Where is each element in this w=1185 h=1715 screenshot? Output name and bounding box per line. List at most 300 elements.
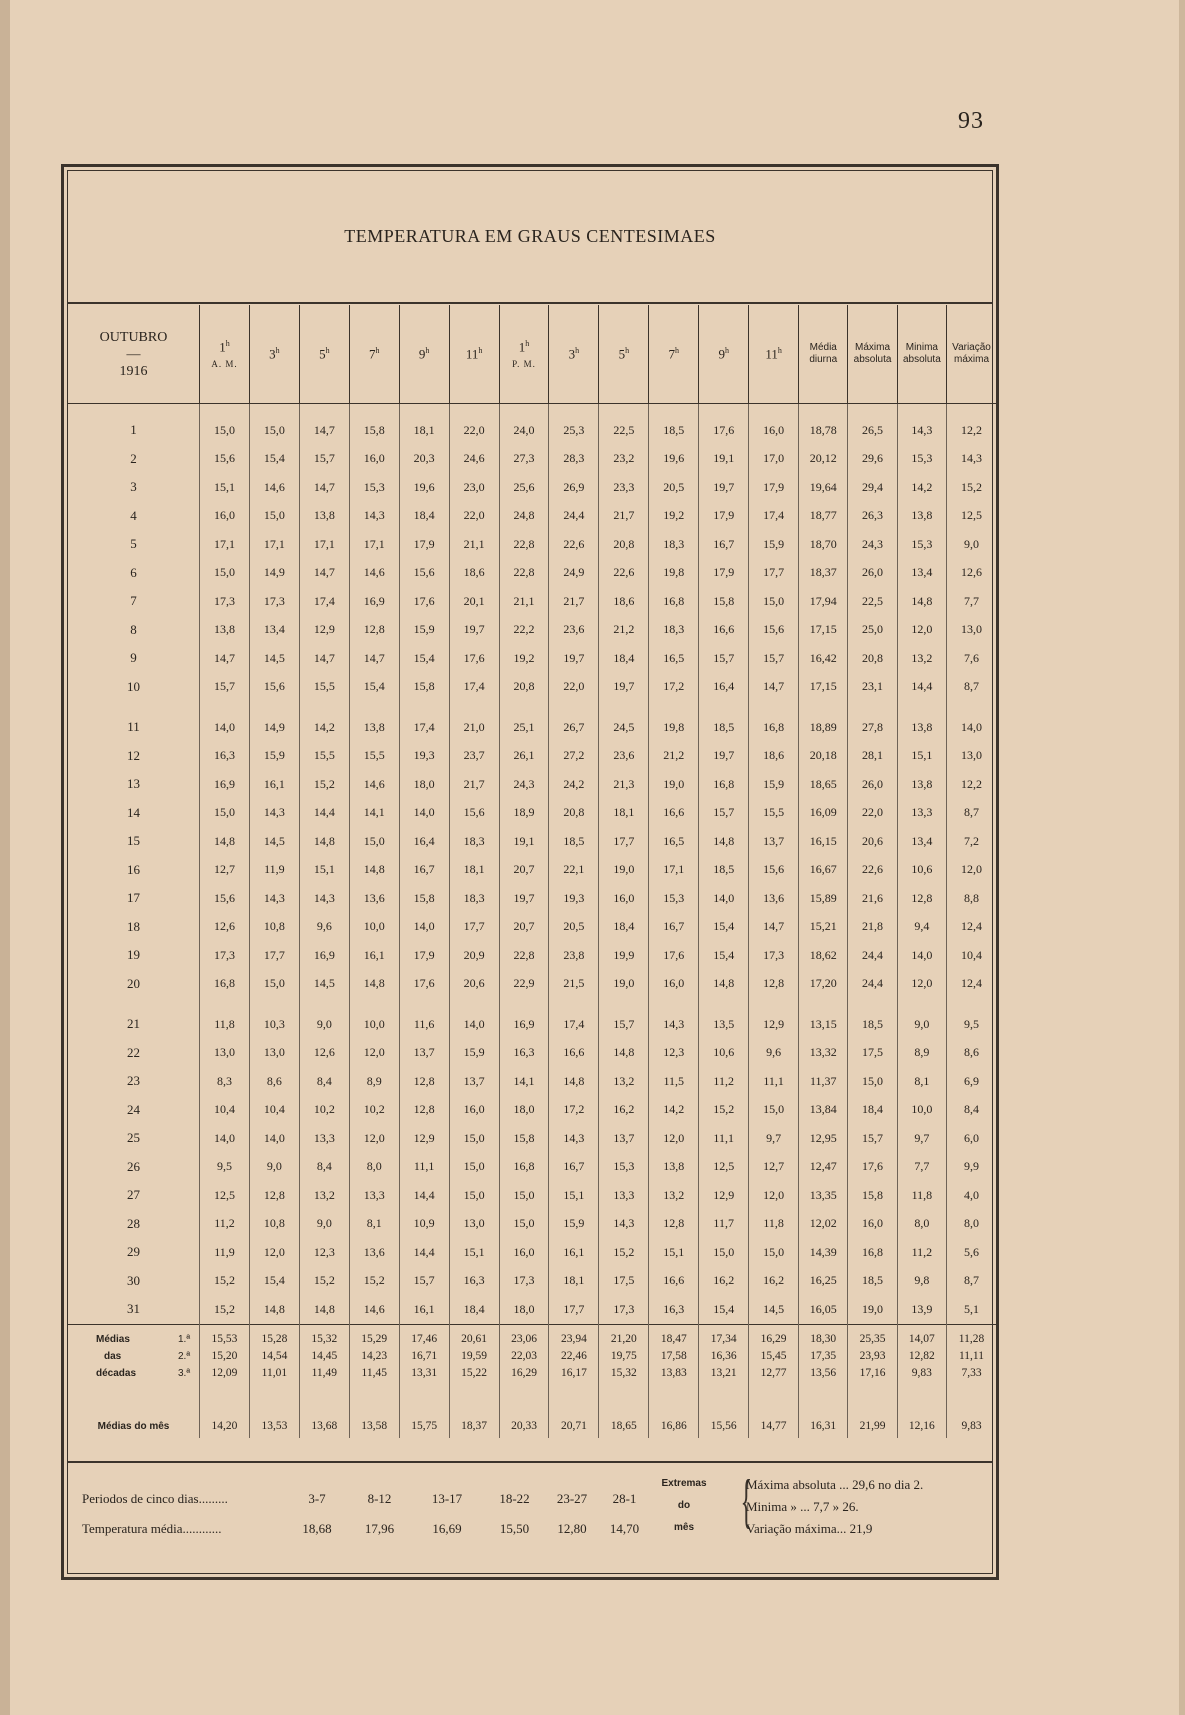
value-cell: 15,7 — [599, 998, 649, 1039]
value-cell: 23,8 — [549, 941, 599, 970]
media-diurna-header: Média diurna — [799, 305, 848, 404]
value-cell: 18,0 — [399, 770, 449, 799]
value-cell: 15,1 — [449, 1238, 499, 1267]
table-row — [68, 799, 996, 828]
decade-means-cell — [299, 1324, 349, 1383]
value-cell: 15,0 — [200, 559, 250, 588]
value-cell: 19,6 — [399, 473, 449, 502]
day-cell: 21 — [127, 1016, 140, 1032]
value-cell: 14,0 — [249, 1124, 299, 1153]
value-cell: 14,1 — [499, 1067, 549, 1096]
month-mean-value: 9,83 — [947, 1383, 996, 1438]
value-cell: 16,3 — [200, 742, 250, 771]
brace-symbol: { — [740, 1468, 753, 1534]
value-cell: 11,5 — [649, 1067, 699, 1096]
value-cell: 24,4 — [848, 941, 897, 970]
value-cell: 17,1 — [299, 530, 349, 559]
value-cell: 14,4 — [897, 673, 946, 702]
value-cell: 18,4 — [399, 502, 449, 531]
value-cell: 21,2 — [599, 616, 649, 645]
table-row — [68, 970, 996, 999]
table-row — [68, 1039, 996, 1068]
value-cell: 10,4 — [200, 1096, 250, 1125]
value-cell: 13,8 — [299, 502, 349, 531]
value-cell: 16,0 — [200, 502, 250, 531]
value-cell: 5,1 — [947, 1295, 996, 1324]
value-cell: 16,6 — [649, 1267, 699, 1296]
decade-mean-value: 14,07 — [908, 1332, 935, 1345]
table-inner-frame — [67, 170, 993, 1574]
month-mean-value: 15,56 — [699, 1383, 749, 1438]
value-cell: 27,3 — [499, 445, 549, 474]
value-cell: 14,0 — [449, 998, 499, 1039]
decade-mean-value: 14,54 — [261, 1349, 288, 1362]
value-cell: 14,0 — [200, 1124, 250, 1153]
value-cell: 15,0 — [848, 1067, 897, 1096]
value-cell: 15,2 — [349, 1267, 399, 1296]
value-cell: 12,8 — [897, 884, 946, 913]
value-cell: 15,6 — [249, 673, 299, 702]
value-cell: 17,20 — [799, 970, 848, 999]
value-cell: 15,6 — [200, 884, 250, 913]
value-cell: 23,0 — [449, 473, 499, 502]
value-cell: 15,6 — [749, 856, 799, 885]
value-cell: 22,0 — [549, 673, 599, 702]
value-cell: 15,2 — [699, 1096, 749, 1125]
table-row — [68, 1153, 996, 1182]
value-cell: 12,6 — [299, 1039, 349, 1068]
value-cell: 11,9 — [200, 1238, 250, 1267]
value-cell: 21,1 — [449, 530, 499, 559]
value-cell: 16,0 — [499, 1238, 549, 1267]
value-cell: 17,1 — [349, 530, 399, 559]
value-cell: 17,7 — [749, 559, 799, 588]
decade-mean-value: 22,46 — [560, 1349, 587, 1362]
value-cell: 8,4 — [299, 1067, 349, 1096]
hour-header: 3$^h$ — [549, 305, 599, 404]
minima-absoluta-header: Minima absoluta — [897, 305, 946, 404]
value-cell: 16,0 — [749, 404, 799, 445]
value-cell: 26,9 — [549, 473, 599, 502]
value-cell: 11,2 — [200, 1210, 250, 1239]
value-cell: 14,7 — [299, 644, 349, 673]
month-mean-value: 13,58 — [349, 1383, 399, 1438]
value-cell: 15,7 — [299, 445, 349, 474]
value-cell: 14,7 — [349, 644, 399, 673]
value-cell: 17,4 — [299, 587, 349, 616]
value-cell: 14,7 — [200, 644, 250, 673]
year-label: 1916 — [119, 363, 148, 379]
value-cell: 9,4 — [897, 913, 946, 942]
decade-mean-value: 19,59 — [461, 1349, 488, 1362]
value-cell: 22,6 — [848, 856, 897, 885]
decade-means-row — [68, 1324, 996, 1383]
table-row — [68, 827, 996, 856]
value-cell: 14,5 — [249, 644, 299, 673]
value-cell: 22,0 — [848, 799, 897, 828]
value-cell: 15,9 — [749, 530, 799, 559]
extremas-label: Extremas do mês — [661, 1478, 707, 1533]
value-cell: 15,6 — [399, 559, 449, 588]
value-cell: 14,3 — [349, 502, 399, 531]
maxima-absoluta-line: Máxima absoluta ... 29,6 no dia 2. — [746, 1477, 924, 1492]
value-cell: 8,0 — [947, 1210, 996, 1239]
value-cell: 14,8 — [599, 1039, 649, 1068]
value-cell: 9,0 — [299, 998, 349, 1039]
value-cell: 17,7 — [549, 1295, 599, 1324]
value-cell: 9,7 — [897, 1124, 946, 1153]
value-cell: 14,4 — [299, 799, 349, 828]
decade-means — [68, 1324, 996, 1438]
value-cell: 13,35 — [799, 1181, 848, 1210]
value-cell: 19,2 — [649, 502, 699, 531]
day-cell: 28 — [127, 1215, 140, 1231]
value-cell: 16,05 — [799, 1295, 848, 1324]
table-title: TEMPERATURA EM GRAUS CENTESIMAES — [344, 226, 716, 246]
value-cell: 17,6 — [399, 970, 449, 999]
value-cell: 12,8 — [649, 1210, 699, 1239]
value-cell: 16,6 — [649, 799, 699, 828]
value-cell: 13,2 — [649, 1181, 699, 1210]
value-cell: 20,7 — [499, 913, 549, 942]
value-cell: 16,1 — [249, 770, 299, 799]
value-cell: 14,4 — [399, 1181, 449, 1210]
value-cell: 15,7 — [749, 644, 799, 673]
value-cell: 9,0 — [897, 998, 946, 1039]
table-row — [68, 742, 996, 771]
day-cell: 24 — [127, 1101, 140, 1117]
table-row — [68, 644, 996, 673]
value-cell: 15,0 — [449, 1124, 499, 1153]
day-cell: 6 — [130, 564, 137, 580]
value-cell: 25,0 — [848, 616, 897, 645]
value-cell: 19,7 — [699, 742, 749, 771]
value-cell: 18,77 — [799, 502, 848, 531]
value-cell: 16,2 — [749, 1267, 799, 1296]
value-cell: 15,3 — [897, 445, 946, 474]
value-cell: 14,0 — [699, 884, 749, 913]
table-row — [68, 770, 996, 799]
value-cell: 16,5 — [649, 644, 699, 673]
month-mean-value: 21,99 — [848, 1383, 897, 1438]
value-cell: 19,64 — [799, 473, 848, 502]
value-cell: 17,4 — [399, 701, 449, 742]
value-cell: 24,3 — [848, 530, 897, 559]
value-cell: 14,3 — [249, 799, 299, 828]
value-cell: 15,0 — [349, 827, 399, 856]
decade-means-label: Médias das décadas 1.ª 2.ª 3.ª — [68, 1324, 200, 1383]
value-cell: 22,6 — [549, 530, 599, 559]
value-cell: 12,0 — [897, 970, 946, 999]
value-cell: 16,25 — [799, 1267, 848, 1296]
value-cell: 19,0 — [599, 970, 649, 999]
value-cell: 17,1 — [200, 530, 250, 559]
decade-means-cell — [947, 1324, 996, 1383]
value-cell: 15,2 — [599, 1238, 649, 1267]
value-cell: 8,3 — [200, 1067, 250, 1096]
value-cell: 15,7 — [699, 644, 749, 673]
decade-mean-value: 11,45 — [361, 1366, 387, 1379]
value-cell: 17,9 — [399, 941, 449, 970]
value-cell: 18,3 — [649, 616, 699, 645]
decade-mean-value: 23,94 — [560, 1332, 587, 1345]
value-cell: 16,0 — [449, 1096, 499, 1125]
periods-row — [82, 1491, 647, 1511]
value-cell: 12,0 — [349, 1124, 399, 1153]
value-cell: 16,4 — [399, 827, 449, 856]
value-cell: 24,9 — [549, 559, 599, 588]
decade-mean-value: 15,22 — [461, 1366, 488, 1379]
value-cell: 15,0 — [449, 1153, 499, 1182]
value-cell: 20,18 — [799, 742, 848, 771]
table-row — [68, 616, 996, 645]
value-cell: 14,6 — [349, 559, 399, 588]
table-frame — [61, 164, 999, 1580]
header-row — [68, 305, 996, 404]
month-label: OUTUBRO — [99, 329, 168, 345]
value-cell: 19,1 — [499, 827, 549, 856]
value-cell: 13,8 — [897, 770, 946, 799]
value-cell: 5,6 — [947, 1238, 996, 1267]
value-cell: 14,4 — [399, 1238, 449, 1267]
value-cell: 7,7 — [897, 1153, 946, 1182]
value-cell: 13,8 — [897, 701, 946, 742]
decade-mean-value: 12,09 — [211, 1366, 238, 1379]
day-cell: 11 — [127, 719, 140, 735]
value-cell: 16,6 — [699, 616, 749, 645]
decade-mean-value: 13,83 — [660, 1366, 687, 1379]
hour-header: 7$^h$ — [349, 305, 399, 404]
value-cell: 13,6 — [349, 884, 399, 913]
value-cell: 16,5 — [649, 827, 699, 856]
decade-mean-value: 16,17 — [560, 1366, 587, 1379]
month-means-label: Médias do mês — [97, 1420, 170, 1432]
value-cell: 15,1 — [200, 473, 250, 502]
value-cell: 14,3 — [599, 1210, 649, 1239]
day-rows — [68, 404, 996, 1325]
temp-media-value: 18,68 — [302, 1521, 332, 1536]
value-cell: 14,7 — [299, 404, 349, 445]
value-cell: 26,3 — [848, 502, 897, 531]
value-cell: 13,3 — [299, 1124, 349, 1153]
value-cell: 11,37 — [799, 1067, 848, 1096]
value-cell: 15,0 — [249, 404, 299, 445]
value-cell: 15,9 — [249, 742, 299, 771]
day-cell: 12 — [127, 747, 140, 763]
value-cell: 12,95 — [799, 1124, 848, 1153]
value-cell: 10,9 — [399, 1210, 449, 1239]
value-cell: 11,1 — [749, 1067, 799, 1096]
day-cell: 4 — [130, 507, 137, 523]
value-cell: 20,3 — [399, 445, 449, 474]
decade-mean-value: 7,33 — [961, 1366, 982, 1379]
value-cell: 22,6 — [599, 559, 649, 588]
value-cell: 16,9 — [299, 941, 349, 970]
period-value: 28-1 — [612, 1491, 637, 1506]
decade-means-cell — [549, 1324, 599, 1383]
value-cell: 9,0 — [947, 530, 996, 559]
table-row — [68, 1067, 996, 1096]
decade-mean-value: 11,49 — [311, 1366, 338, 1379]
value-cell: 14,3 — [897, 404, 946, 445]
value-cell: 11,1 — [399, 1153, 449, 1182]
am-label: A. M. — [211, 359, 238, 370]
table-row — [68, 445, 996, 474]
day-cell: 26 — [127, 1158, 140, 1174]
value-cell: 11,7 — [699, 1210, 749, 1239]
value-cell: 10,8 — [249, 913, 299, 942]
value-cell: 16,8 — [749, 701, 799, 742]
value-cell: 24,6 — [449, 445, 499, 474]
value-cell: 18,62 — [799, 941, 848, 970]
decade-mean-value: 16,71 — [411, 1349, 438, 1362]
variacao-maxima-line: Variação máxima... 21,9 — [746, 1521, 873, 1536]
decade-mean-value: 14,23 — [361, 1349, 388, 1362]
value-cell: 20,9 — [449, 941, 499, 970]
value-cell: 21,5 — [549, 970, 599, 999]
value-cell: 21,3 — [599, 770, 649, 799]
value-cell: 12,5 — [200, 1181, 250, 1210]
month-mean-value: 13,53 — [249, 1383, 299, 1438]
value-cell: 17,5 — [848, 1039, 897, 1068]
day-cell: 25 — [127, 1130, 140, 1146]
value-cell: 17,6 — [649, 941, 699, 970]
value-cell: 12,0 — [249, 1238, 299, 1267]
decade-means-cell — [399, 1324, 449, 1383]
value-cell: 14,0 — [897, 941, 946, 970]
value-cell: 12,0 — [649, 1124, 699, 1153]
month-mean-value: 18,37 — [449, 1383, 499, 1438]
table-row — [68, 941, 996, 970]
day-cell: 7 — [130, 593, 137, 609]
value-cell: 16,8 — [200, 970, 250, 999]
value-cell: 16,0 — [649, 970, 699, 999]
decade-mean-value: 23,93 — [859, 1349, 886, 1362]
value-cell: 16,09 — [799, 799, 848, 828]
value-cell: 18,0 — [499, 1096, 549, 1125]
value-cell: 19,7 — [699, 473, 749, 502]
value-cell: 20,8 — [848, 644, 897, 673]
value-cell: 16,7 — [399, 856, 449, 885]
value-cell: 15,0 — [249, 502, 299, 531]
value-cell: 14,8 — [200, 827, 250, 856]
value-cell: 16,0 — [599, 884, 649, 913]
decade-mean-value: 15,32 — [311, 1332, 338, 1345]
value-cell: 19,0 — [599, 856, 649, 885]
value-cell: 9,8 — [897, 1267, 946, 1296]
decade-mean-value: 16,29 — [511, 1366, 537, 1379]
month-mean-value: 14,20 — [200, 1383, 250, 1438]
value-cell: 13,7 — [449, 1067, 499, 1096]
value-cell: 15,8 — [349, 404, 399, 445]
value-cell: 17,3 — [249, 587, 299, 616]
value-cell: 8,7 — [947, 673, 996, 702]
value-cell: 17,15 — [799, 616, 848, 645]
value-cell: 16,9 — [499, 998, 549, 1039]
value-cell: 17,3 — [200, 587, 250, 616]
value-cell: 11,8 — [749, 1210, 799, 1239]
decade-mean-value: 25,35 — [859, 1332, 886, 1345]
value-cell: 24,3 — [499, 770, 549, 799]
value-cell: 16,42 — [799, 644, 848, 673]
day-cell: 13 — [127, 776, 140, 792]
value-cell: 15,2 — [299, 1267, 349, 1296]
value-cell: 13,4 — [897, 559, 946, 588]
value-cell: 12,2 — [947, 770, 996, 799]
value-cell: 29,4 — [848, 473, 897, 502]
day-cell: 23 — [127, 1073, 140, 1089]
decade-mean-value: 18,47 — [660, 1332, 687, 1345]
value-cell: 14,5 — [299, 970, 349, 999]
hour-header: 11$^h$ — [449, 305, 499, 404]
value-cell: 14,5 — [749, 1295, 799, 1324]
day-cell: 30 — [127, 1272, 140, 1288]
value-cell: 15,5 — [349, 742, 399, 771]
value-cell: 10,0 — [349, 913, 399, 942]
value-cell: 17,9 — [749, 473, 799, 502]
period-value: 13-17 — [431, 1491, 463, 1506]
value-cell: 16,7 — [699, 530, 749, 559]
value-cell: 16,8 — [848, 1238, 897, 1267]
value-cell: 11,8 — [200, 998, 250, 1039]
value-cell: 15,2 — [947, 473, 996, 502]
value-cell: 21,7 — [449, 770, 499, 799]
value-cell: 28,3 — [549, 445, 599, 474]
value-cell: 19,0 — [848, 1295, 897, 1324]
value-cell: 12,4 — [947, 913, 996, 942]
day-cell: 20 — [127, 975, 140, 991]
value-cell: 14,8 — [699, 970, 749, 999]
month-mean-value: 16,31 — [799, 1383, 848, 1438]
value-cell: 24,2 — [549, 770, 599, 799]
day-cell: 15 — [127, 833, 140, 849]
value-cell: 16,9 — [349, 587, 399, 616]
value-cell: 15,0 — [499, 1181, 549, 1210]
value-cell: 13,15 — [799, 998, 848, 1039]
value-cell: 15,9 — [399, 616, 449, 645]
table-row — [68, 1295, 996, 1324]
value-cell: 17,2 — [549, 1096, 599, 1125]
value-cell: 7,6 — [947, 644, 996, 673]
value-cell: 11,8 — [897, 1181, 946, 1210]
value-cell: 14,9 — [249, 559, 299, 588]
value-cell: 12,0 — [947, 856, 996, 885]
value-cell: 14,8 — [349, 970, 399, 999]
value-cell: 15,7 — [699, 799, 749, 828]
value-cell: 14,2 — [649, 1096, 699, 1125]
value-cell: 15,6 — [200, 445, 250, 474]
decade-mean-value: 21,20 — [610, 1332, 637, 1345]
value-cell: 23,7 — [449, 742, 499, 771]
value-cell: 12,0 — [897, 616, 946, 645]
value-cell: 12,7 — [749, 1153, 799, 1182]
day-cell: 27 — [127, 1187, 140, 1203]
value-cell: 18,4 — [848, 1096, 897, 1125]
value-cell: 19,0 — [649, 770, 699, 799]
table-row — [68, 530, 996, 559]
value-cell: 17,9 — [699, 559, 749, 588]
hour-header: 1$^h$ A. M. — [200, 305, 250, 404]
decade-means-cell — [749, 1324, 799, 1383]
value-cell: 13,3 — [897, 799, 946, 828]
value-cell: 14,6 — [349, 770, 399, 799]
table-row — [68, 1267, 996, 1296]
value-cell: 18,5 — [848, 998, 897, 1039]
value-cell: 15,4 — [699, 1295, 749, 1324]
value-cell: 19,8 — [649, 701, 699, 742]
value-cell: 12,8 — [749, 970, 799, 999]
month-mean-value: 20,71 — [549, 1383, 599, 1438]
